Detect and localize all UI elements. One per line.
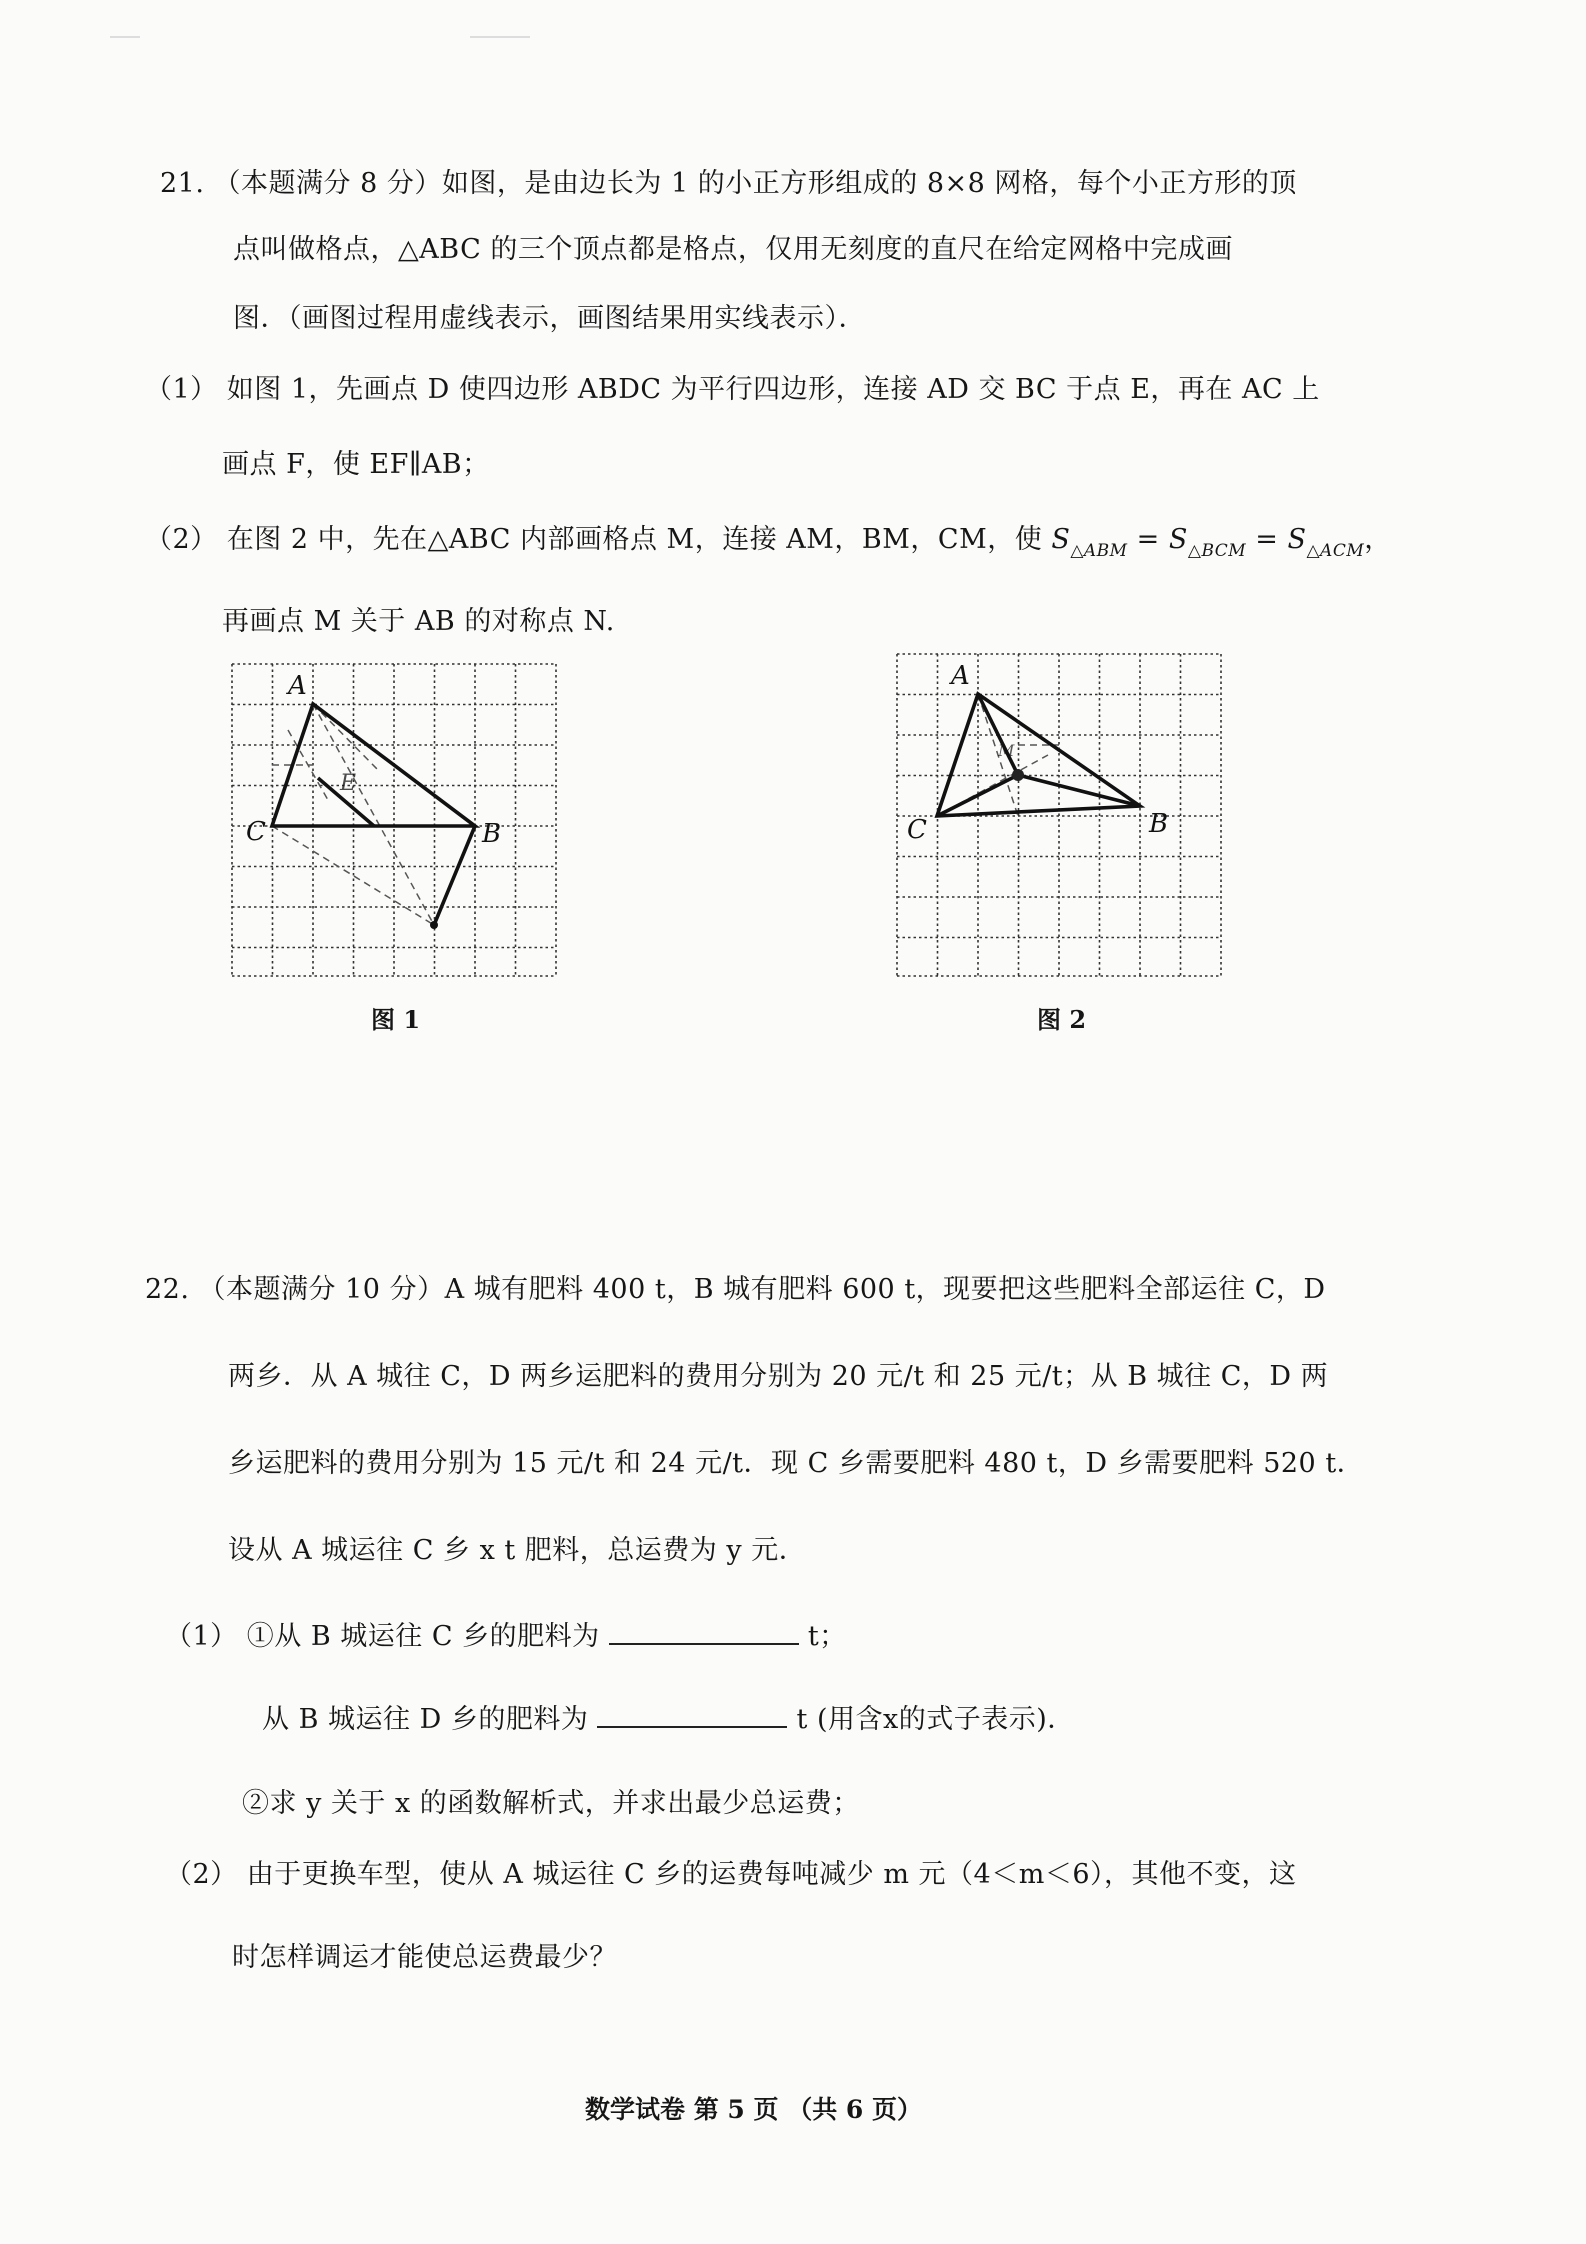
fig1-label-a: A [288,671,307,701]
q22-part1-b-text: 从 B 城运往 D 乡的肥料为 [262,1704,589,1735]
q22-part1-b-tail: t (用含x的式子表示)． [796,1704,1075,1735]
q22-part1-b [262,1702,1075,1738]
q22-line4: 设从 A 城运往 C 乡 x t 肥料，总运费为 y 元． [228,1535,807,1566]
fig1-label-c: C [246,817,266,847]
figure-2-caption: 图 2 [1037,1005,1087,1034]
q21-area-formula: $S_{\triangle ABM} = S_{\triangle BCM} = S_{\triangle ACM}$， [1051,524,1392,561]
q21-part2-line1 [145,522,1392,561]
figure-1 [228,660,564,980]
q21-number: 21. [160,168,205,199]
fig2-label-c: C [907,815,927,845]
q22-part1-label: （1） [165,1621,238,1652]
q21-line3: 图．（画图过程用虚线表示，画图结果用实线表示）． [233,303,866,334]
fig1-label-e: E [340,771,357,796]
segment-bm [1018,775,1140,806]
q21-part1-line1 [145,372,1320,408]
q21-line2: 点叫做格点，△ABC 的三个顶点都是格点，仅用无刻度的直尺在给定网格中完成画 [233,234,1233,265]
q21-part2-text: 在图 2 中，先在△ABC 内部画格点 M，连接 AM，BM，CM，使 [226,524,1043,555]
figure-1-caption: 图 1 [371,1005,421,1034]
answer-blank-b-to-d[interactable] [597,1702,787,1728]
q21-header-line [160,166,1297,202]
scan-mark [110,36,140,38]
q22-line1 [145,1272,1326,1308]
point-d-marker [430,921,438,929]
q22-part1-a-text: ①从 B 城运往 C 乡的肥料为 [246,1621,600,1652]
q22-line2: 两乡．从 A 城往 C，D 两乡运肥料的费用分别为 20 元/t 和 25 元/t；从 B 城往 C，D 两 [228,1361,1329,1392]
fig2-label-m: M [998,741,1015,760]
figure-1-grid [232,664,556,976]
point-m-marker [1012,769,1024,781]
q22-number: 22. [145,1274,190,1305]
segment-bd [434,826,475,925]
q22-part1-a-tail: t； [807,1621,847,1652]
q22-part1-c: ②求 y 关于 x 的函数解析式，并求出最少总运费； [242,1788,860,1819]
scan-mark [470,36,530,38]
q21-part1-text: 如图 1，先画点 D 使四边形 ABDC 为平行四边形，连接 AD 交 BC 于点 E，再在 AC 上 [226,374,1320,405]
q21-header-text: （本题满分 8 分）如图，是由边长为 1 的小正方形组成的 8×8 网格，每个小正方形的顶 [213,168,1297,199]
page-footer: 数学试卷 第 5 页 （共 6 页） [585,2095,923,2124]
q22-part1-a [165,1619,847,1655]
q22-part2-text: 由于更换车型，使从 A 城运往 C 乡的运费每吨减少 m 元（4＜m＜6），其他不变，这 [246,1859,1297,1890]
q22-part2-line2: 时怎样调运才能使总运费最少？ [232,1942,617,1973]
q21-part1-label: （1） [145,374,218,405]
figure-2 [893,650,1229,980]
q21-part2-line2: 再画点 M 关于 AB 的对称点 N. [222,606,615,637]
q22-line1-text: （本题满分 10 分）A 城有肥料 400 t，B 城有肥料 600 t，现要把这些肥料全部运往 C，D [198,1274,1326,1305]
q22-part2-label: （2） [165,1859,238,1890]
fig1-label-b: B [482,819,502,849]
fig2-label-b: B [1149,809,1169,839]
fig2-label-a: A [951,661,970,691]
figure-2-solid-lines [937,694,1140,816]
answer-blank-b-to-c[interactable] [609,1619,799,1645]
q22-part2-line1 [165,1857,1297,1893]
q21-part1-line2: 画点 F，使 EF∥AB； [222,449,490,480]
q21-part2-label: （2） [145,524,218,555]
q22-line3: 乡运肥料的费用分别为 15 元/t 和 24 元/t．现 C 乡需要肥料 480 t，D 乡需要肥料 520 t． [228,1448,1365,1479]
